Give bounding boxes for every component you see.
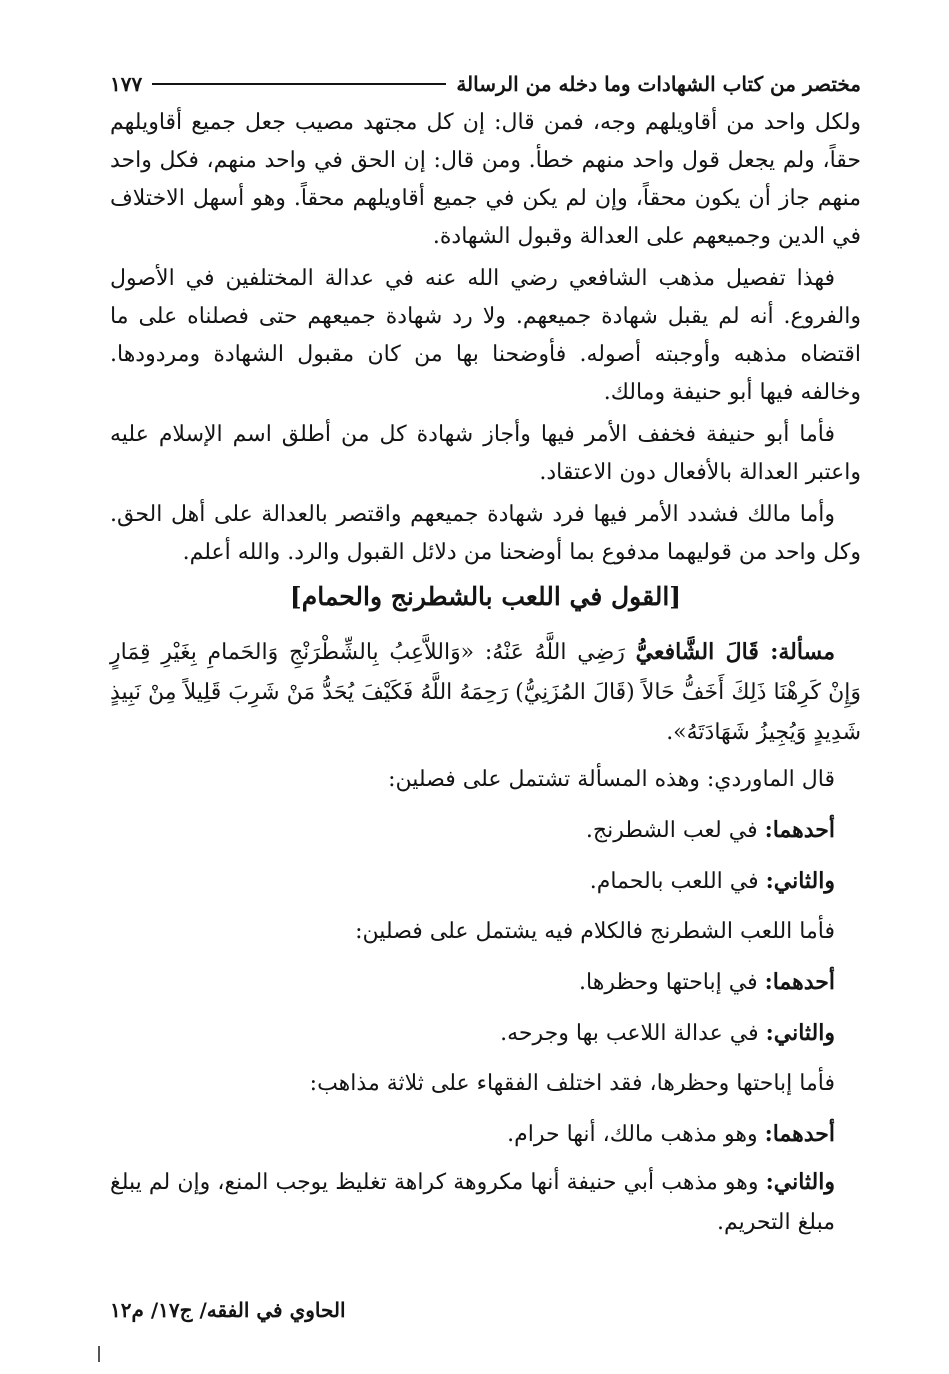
running-header [110,66,861,102]
item-6 [110,1010,861,1057]
item-6-text: في عدالة اللاعب بها وجرحه. [500,1021,759,1046]
masala-lead: مسألة: قَالَ الشَّافعيُّ [635,639,836,665]
item-4: فأما اللعب الشطرنج فالكلام فيه يشتمل على فصلين: [355,919,835,944]
item-2 [110,807,861,854]
main-text [110,104,861,1247]
running-title: مختصر من كتاب الشهادات وما دخله من الرسالة [456,72,861,96]
item-5-label: أحدهما: [764,969,835,995]
paragraph-4: وأما مالك فشدد الأمر فيها فرد شهادة جميعهم واقتصر بالعدالة على أهل الحق. وكل واحد من قوليهما مدفوع بما أوضحنا من دلائل القبول والرد. والله أعلم. [110,502,861,565]
footer-signature: الحاوي في الفقه/ ج١٧/ م١٢ [110,1298,346,1322]
item-1: قال الماوردي: وهذه المسألة تشتمل على فصلين: [388,767,835,792]
item-8-label: أحدهما: [764,1121,835,1147]
masala-quote: رَضِي اللَّهُ عَنْهُ: «وَاللاَّعِبُ بِالشِّطْرَنْجِ وَالحَمامِ بِغَيْرِ قِمَارٍ وَإِنْ كَرِهْنَا ذَلِكَ أَخَفُّ حَالاً (قَالَ المُزَنِيُّ) رَحِمَهُ اللَّهُ فَكَيْفَ يُحَدُّ مَنْ شَرِبَ قَلِيلاً مِنْ نَبِيذٍ شَدِيدٍ وَيُجِيزُ شَهَادَتَهُ». [110,640,861,745]
item-5 [110,959,861,1006]
paragraph-2: فهذا تفصيل مذهب الشافعي رضي الله عنه في عدالة المختلفين في الأصول والفروع. أنه لم يقبل شهادة جميعهم. ولا رد شهادة جميعهم حتى فصلناه على ما اقتضاه مذهبه وأوجبته أصوله. فأوضحنا بها من كان مقبول الشهادة ومردودها. وخالفه فيها أبو حنيفة ومالك. [110,266,861,405]
masala-paragraph [110,632,861,753]
item-8 [110,1111,861,1158]
item-3 [110,858,861,905]
item-8-text: وهو مذهب مالك، أنها حرام. [507,1122,758,1147]
item-5-text: في إباحتها وحظرها. [579,970,758,995]
paragraph-3: فأما أبو حنيفة فخفف الأمر فيها وأجاز شهادة كل من أطلق اسم الإسلام عليه واعتبر العدالة بالأفعال دون الاعتقاد. [110,422,861,485]
page-number: ١٧٧ [110,72,143,96]
item-2-label: أحدهما: [764,817,835,843]
item-3-text: في اللعب بالحمام. [589,869,759,894]
section-heading: [القول في اللعب بالشطرنج والحمام] [289,582,682,611]
item-9-text: وهو مذهب أبي حنيفة أنها مكروهة كراهة تغليظ يوجب المنع، وإن لم يبلغ مبلغ التحريم. [110,1170,835,1235]
paragraph-1: ولكل واحد من أقاويلهم وجه، فمن قال: إن كل مجتهد مصيب جعل جميع أقاويلهم حقاً، ولم يجعل قول واحد منهم خطأ. ومن قال: إن الحق في واحد منهم، فكل واحد منهم جاز أن يكون محقاً، وإن لم يكن في جميع أقاويلهم محقاً. وهو أسهل الاختلاف في الدين وجميعهم على العدالة وقبول الشهادة. [110,110,862,249]
item-9-label: والثاني: [765,1169,835,1195]
item-9 [110,1162,861,1243]
item-2-text: في لعب الشطرنج. [585,818,758,843]
item-7: فأما إباحتها وحظرها، فقد اختلف الفقهاء على ثلاثة مذاهب: [309,1071,835,1096]
scan-mark [98,1346,100,1362]
header-rule [152,83,446,85]
item-3-label: والثاني: [765,868,835,894]
item-6-label: والثاني: [765,1020,835,1046]
